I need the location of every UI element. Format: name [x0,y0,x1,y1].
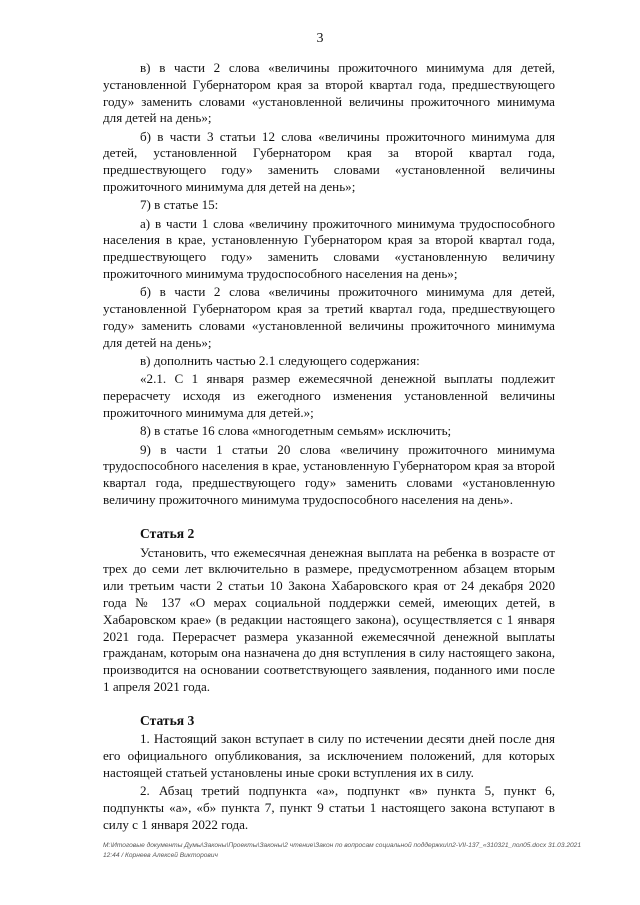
amendment-paragraph: в) в части 2 слова «величины прожиточного минимума для детей, установленной Губернатором края за второй квартал года, предшествующего году» заменить словами «установленной величины прожиточного минимума для детей на день»; [103,60,555,126]
amendment-paragraph: 7) в статье 15: [140,197,219,213]
page-number: 3 [316,31,324,46]
footer-line-2: 12:44 / Корнеев Алексей Викторович [103,852,218,859]
article-2-heading: Статья 2 [140,525,195,541]
amendment-paragraph: 9) в части 1 статьи 20 слова «величину прожиточного минимума трудоспособного населения в крае, установленную Губернатором края за второй квартал года, предшествующего году» заменить словами «установленную величину прожиточного минимума трудоспособного населения на день». [103,441,555,507]
document-file-path-footer [103,841,603,861]
article-2-text: Установить, что ежемесячная денежная выплата на ребенка в возрасте от трех до семи лет включительно в размере, предусмотренном абзацем вторым или третьим части 2 статьи 10 Закона Хабаровского края от 24 декабря 2020 года № 137 «О мерах социальной поддержки семей, имеющих детей, в Хабаровском крае» (в редакции настоящего закона), осуществляется с 1 января 2021 года. Перерасчет размера указанной ежемесячной денежной выплаты гражданам, которым она назначена до дня вступления в силу настоящего закона, производится на основании соответствующего заявления, поданного ими после 1 апреля 2021 года. [103,544,555,694]
amendment-paragraph: б) в части 2 слова «величины прожиточного минимума для детей, установленной Губернатором края за третий квартал года, предшествующего году» заменить словами «установленной величины прожиточного минимума для детей на день»; [103,284,555,350]
amendment-paragraph: а) в части 1 слова «величину прожиточного минимума трудоспособного населения в крае, установленную Губернатором края за второй квартал года, предшествующего году» заменить словами «установленную величину прожиточного минимума трудоспособного населения на день»; [103,215,555,282]
article-3-item: 2. Абзац третий подпункта «а», подпункт «в» пункта 5, пункт 6, подпункты «а», «б» пункта 7, пункт 9 статьи 1 настоящего закона вступают в силу с 1 января 2022 года. [103,783,555,832]
amendment-paragraph: в) дополнить частью 2.1 следующего содержания: [140,353,420,369]
amendment-paragraph: 8) в статье 16 слова «многодетным семьям» исключить; [140,423,452,439]
document-body [103,60,555,835]
amendment-paragraph: «2.1. С 1 января размер ежемесячной денежной выплаты подлежит перерасчету исходя из ежегодного изменения установленной величины прожиточного минимума для детей.»; [103,371,555,420]
article-3-item: 1. Настоящий закон вступает в силу по истечении десяти дней после дня его официального опубликования, за исключением положений, для которых настоящей статьей установлены иные сроки вступления их в силу. [103,731,555,781]
article-3-heading: Статья 3 [140,712,195,728]
amendment-paragraph: б) в части 3 статьи 12 слова «величины прожиточного минимума для детей, установленной Губернатором края за второй квартал года, предшествующего году» заменить словами «установленной величины прожиточного минимума для детей на день»; [103,128,555,195]
footer-line-1: M:\Итоговые документы Думы\Законы\Проекты\Законы\2 чтение\Закон по вопросам социальной поддержки\п2-VII-137_«310321_пол05.docx 31.03.2021 [103,842,581,849]
